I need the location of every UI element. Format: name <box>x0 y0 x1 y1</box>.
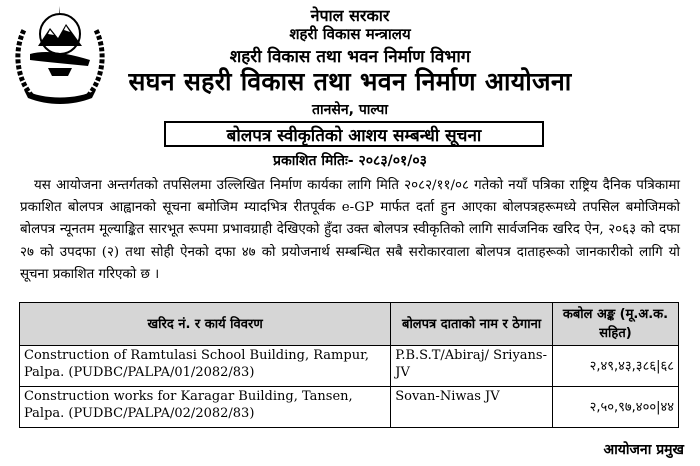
row-amount: २,४९,४३,३८६|६८ <box>552 346 678 387</box>
project-name: सघन सहरी विकास तथा भवन निर्माण आयोजना <box>128 67 572 96</box>
published-date: २०८३/०१/०३ <box>358 153 427 169</box>
table-header-row <box>20 303 679 346</box>
government-name: नेपाल सरकार <box>310 6 390 25</box>
published-date-line <box>0 151 700 170</box>
header-amount: कबोल अङ्क (मू.अ.क. सहित) <box>552 303 678 346</box>
table-row <box>20 387 679 428</box>
signoff: आयोजना प्रमुख <box>603 442 684 458</box>
row-description: Construction works for Karagar Building, Tansen, Palpa. (PUDBC/PALPA/02/2082/83) <box>20 387 391 428</box>
notice-title: बोलपत्र स्वीकृतिको आशय सम्बन्धी सूचना <box>164 121 544 147</box>
office-location: तानसेन, पाल्पा <box>312 102 388 118</box>
header-description: खरिद नं. र कार्य विवरण <box>20 303 391 346</box>
notice-body: यस आयोजना अन्तर्गतको तपसिलमा उल्लिखित निर्माण कार्यका लागि मिति २०८२/११/०८ गतेको नयाँ पत्रिका राष्ट्रिय दैनिक पत्रिकामा प्रकाशित बोलपत्र आह्वानको सूचना बमोजिम म्यादभित्र रीतपूर्वक e-GP मार्फत दर्ता हुन आएका बोलपत्रहरूमध्ये तपसिल बमोजिमको बोलपत्र न्यूनतम मूल्याङ्कित सारभूत रूपमा प्रभावग्राही देखिएको हुँदा उक्त बोलपत्र स्वीकृतिको लागि सार्वजनिक खरिद ऐन, २०६३ को दफा २७ को उपदफा (२) तथा सोही ऐनको दफा ४७ को प्रयोजनार्थ सम्बन्धित सबै सरोकारवाला बोलपत्र दाताहरूको जानकारीको लागि यो सूचना प्रकाशित गरिएको छ । <box>20 178 680 282</box>
row-description: Construction of Ramtulasi School Building, Rampur, Palpa. (PUDBC/PALPA/01/2082/83) <box>20 346 391 387</box>
header-bidder: बोलपत्र दाताको नाम र ठेगाना <box>391 303 553 346</box>
row-bidder: Sovan-Niwas JV <box>391 387 553 428</box>
bid-table <box>19 302 679 428</box>
published-label: प्रकाशित मितिः- <box>273 153 354 169</box>
ministry-name: शहरी विकास मन्त्रालय <box>289 25 411 43</box>
row-bidder: P.B.S.T/Abiraj/ Sriyans-JV <box>391 346 553 387</box>
row-amount: २,५०,९७,४००|४४ <box>552 387 678 428</box>
department-name: शहरी विकास तथा भवन निर्माण विभाग <box>229 47 471 67</box>
table-row <box>20 346 679 387</box>
